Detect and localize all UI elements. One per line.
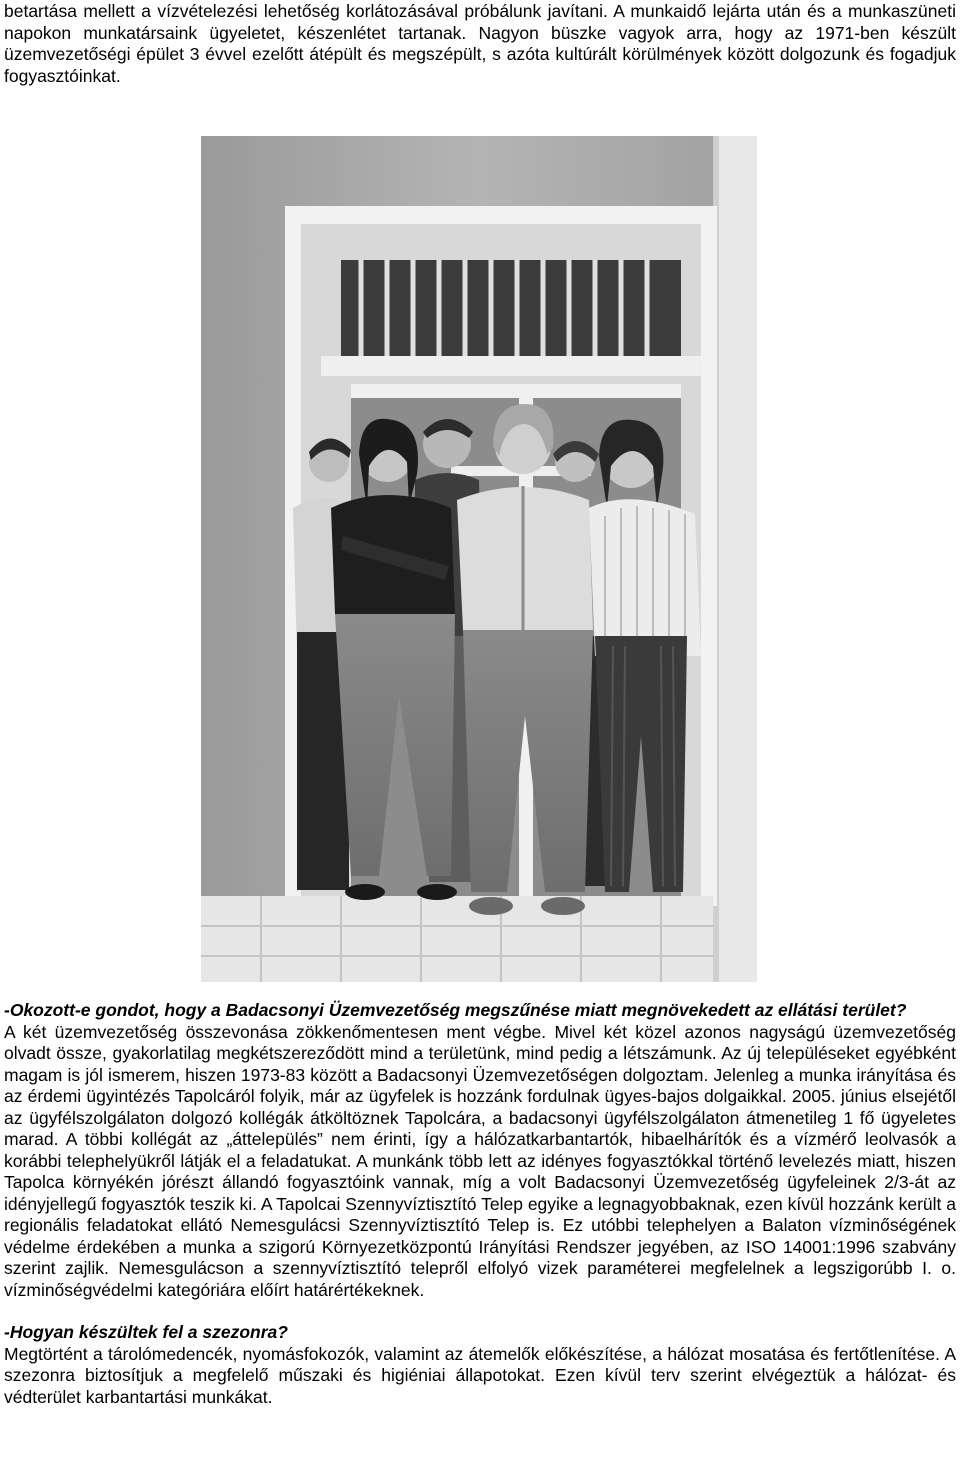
section2-answer: Megtörtént a tárolómedencék, nyomásfokozók, valamint az átemelők előkészítése, a hálózat mosatása és fertőtlenítése. A szezonra biztosítjuk a megfelelő műszaki és higiéniai állapotokat. Ezen kívül terv szerint elvégeztük a hálózat- és védterület karbantartási munkákat.	[4, 1343, 956, 1407]
section1-answer: A két üzemvezetőség összevonása zökkenőmentesen ment végbe. Mivel két közel azonos nagyságú üzemvezetőség olvadt össze, gyakorlatilag megkétszereződött mind a területünk, mind pedig a létszámunk. Az új településeket egyébként magam is jól ismerem, hiszen 1973-83 között a Badacsonyi Üzemvezetőségen dolgoztam. Jelenleg a munka irányítása és az érdemi ügyintézés Tapolcáról folyik, már az ügyfelek is hozzánk fordulnak ügyes-bajos dolgaikkal. 2005. június elsejétől az ügyfélszolgálaton dolgozó kollégák átköltöznek Tapolcára, a badacsonyi ügyfélszolgálaton átmenetileg 1 fő ügyeletes marad. A többi kollégát az „áttelepülés” nem érinti, így a hálózatkarbantartók, hibaelhárítók és a vízmérő leolvasók a korábbi telephelyükről látják el a feladatukat. A munkánk több lett az idényes fogyasztókkal történő levelezés miatt, hiszen Tapolca környékén jórészt állandó fogyasztóink vannak, míg a volt Badacsonyi Üzemvezetőség ügyfeleinek 2/3-át az idényjellegű fogyasztók teszik ki. A Tapolcai Szennyvíztisztító Telep egyike a legnagyobbaknak, ezen kívül hozzánk került a regionális feladatokat ellátó Nemesgulácsi Szennyvíztisztító Telep is. Ez utóbbi telephelyen a Balaton vízminőségének védelme érdekében a munka a szigorú Környezetközpontú Irányítási Rendszer jegyében, az ISO 14001:1996 szabvány szerint zajlik. Nemesgulácson a szennyvíztisztító telepről elfolyó vizek paraméterei megfelelnek a legszigorúbb I. o. vízminőségvédelmi kategóriára előírt határértékeknek.	[4, 1021, 956, 1300]
group-photo-icon	[201, 136, 757, 982]
section2-question: -Hogyan készültek fel a szezonra?	[4, 1322, 288, 1342]
intro-paragraph: betartása mellett a vízvételezési lehetőség korlátozásával próbálunk javítani. A munkaidő lejárta után és a munkaszüneti napokon munkatársaink ügyeletet, készenlétet tartanak. Nagyon büszke vagyok arra, hogy az 1971-ben készült üzemvezetőségi épület 3 évvel ezelőtt átépült és megszépült, s azóta kultúrált körülmények között dolgozunk és fogadjuk fogyasztóinkat.	[4, 1, 956, 86]
document-page	[4, 0, 956, 87]
group-photo	[201, 136, 757, 982]
section1-question: -Okozott-e gondot, hogy a Badacsonyi Üzemvezetőség megszűnése miatt megnövekedett az ellátási terület?	[4, 1000, 907, 1020]
article-body	[4, 1000, 956, 1408]
